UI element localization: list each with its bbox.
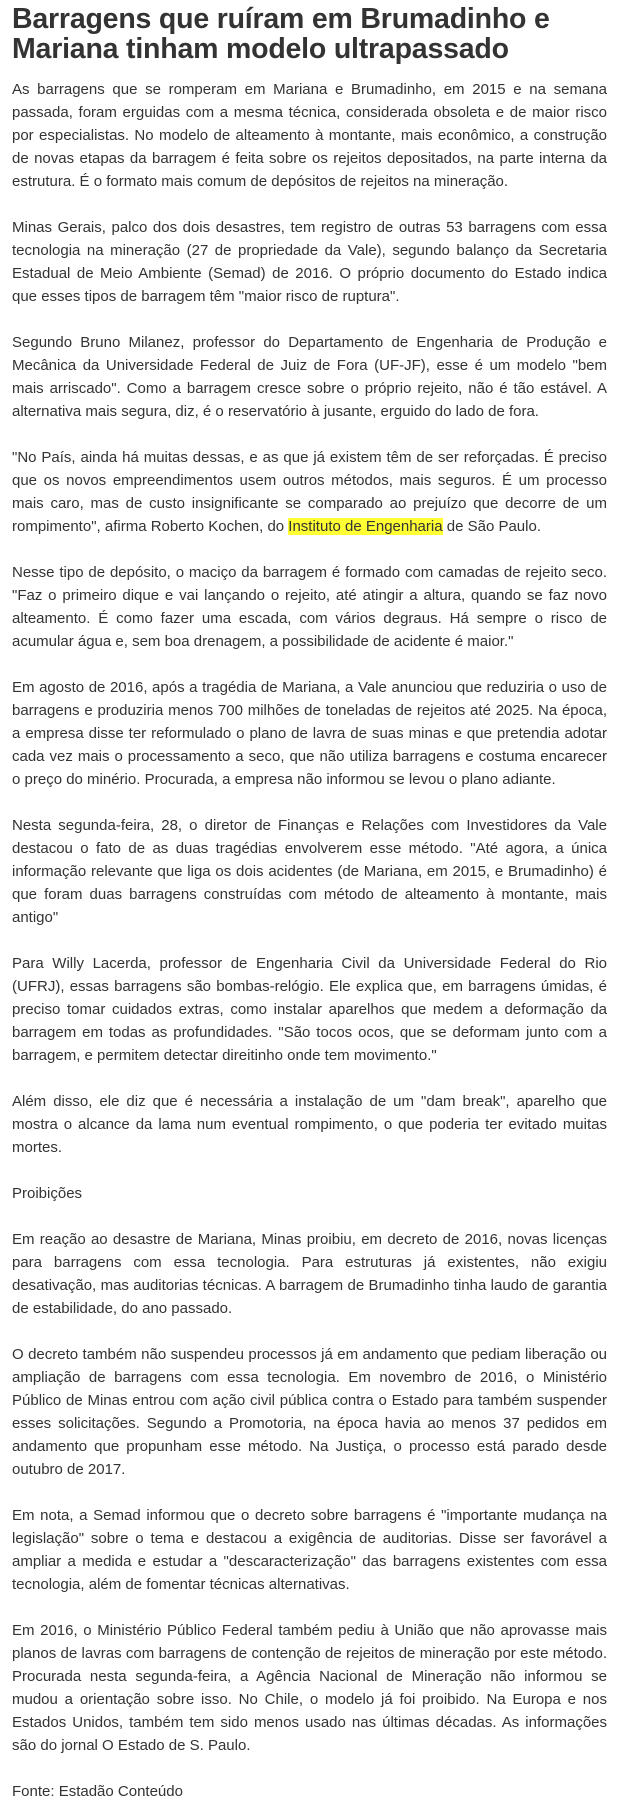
article-paragraph: Segundo Bruno Milanez, professor do Departamento de Engenharia de Produção e Mecânica da Universidade Federal de Juiz de Fora (UF-JF), esse é um modelo "bem mais arriscado". Como a barragem cresce sobre o próprio rejeito, não é tão estável. A alternativa mais segura, diz, é o reservatório à jusante, erguido do lado de fora. [12,334,607,420]
article-paragraph: As barragens que se romperam em Mariana e Brumadinho, em 2015 e na semana passada, foram erguidas com a mesma técnica, considerada obsoleta e de maior risco por especialistas. No modelo de alteamento à montante, mais econômico, a construção de novas etapas da barragem é feita sobre os rejeitos depositados, na parte interna da estrutura. É o formato mais comum de depósitos de rejeitos na mineração. [12,81,607,190]
article-paragraph: O decreto também não suspendeu processos já em andamento que pediam liberação ou ampliação de barragens com essa tecnologia. Em novembro de 2016, o Ministério Público de Minas entrou com ação civil pública contra o Estado para também suspender esses solicitações. Segundo a Promotoria, na época havia ao menos 37 pedidos em andamento que propunham esse método. Na Justiça, o processo está parado desde outubro de 2017. [12,1346,607,1478]
article-paragraph: Minas Gerais, palco dos dois desastres, tem registro de outras 53 barragens com essa tecnologia na mineração (27 de propriedade da Vale), segundo balanço da Secretaria Estadual de Meio Ambiente (Semad) de 2016. O próprio documento do Estado indica que esses tipos de barragem têm "maior risco de ruptura". [12,219,607,305]
article-paragraph: Em agosto de 2016, após a tragédia de Mariana, a Vale anunciou que reduziria o uso de barragens e produziria menos 700 milhões de toneladas de rejeitos até 2025. Na época, a empresa disse ter reformulado o plano de lavra de suas minas e que pretendia adotar cada vez mais o processamento a seco, que não utiliza barragens e costuma encarecer o preço do minério. Procurada, a empresa não informou se levou o plano adiante. [12,679,607,788]
highlighted-term: Instituto de Engenharia [288,518,443,535]
article-paragraph: Em reação ao desastre de Mariana, Minas proibiu, em decreto de 2016, novas licenças para barragens com essa tecnologia. Para estruturas já existentes, não exigiu desativação, mas auditorias técnicas. A barragem de Brumadinho tinha laudo de garantia de estabilidade, do ano passado. [12,1231,607,1317]
article-paragraph: Além disso, ele diz que é necessária a instalação de um "dam break", aparelho que mostra o alcance da lama num eventual rompimento, o que poderia ter evitado muitas mortes. [12,1093,607,1156]
article-paragraph: Nesse tipo de depósito, o maciço da barragem é formado com camadas de rejeito seco. "Faz o primeiro dique e vai lançando o rejeito, até atingir a altura, quando se faz novo alteamento. É como fazer uma escada, com vários degraus. Há sempre o risco de acumular água e, sem boa drenagem, a possibilidade de acidente é maior." [12,564,607,650]
quote-text-after: de São Paulo. [442,518,541,535]
article-source: Fonte: Estadão Conteúdo [12,1783,183,1800]
article-paragraph: Nesta segunda-feira, 28, o diretor de Finanças e Relações com Investidores da Vale destacou o fato de as duas tragédias envolverem esse método. "Até agora, a única informação relevante que liga os dois acidentes (de Mariana, em 2015, e Brumadinho) é que foram duas barragens construídas com método de alteamento à montante, mais antigo" [12,817,607,926]
article-paragraph: Em nota, a Semad informou que o decreto sobre barragens é "importante mudança na legislação" sobre o tema e destacou a exigência de auditorias. Disse ser favorável a ampliar a medida e estudar a "descaracterização" das barragens existentes com essa tecnologia, além de fomentar técnicas alternativas. [12,1507,607,1593]
section-subheading: Proibições [12,1185,83,1202]
article-paragraph: Em 2016, o Ministério Público Federal também pediu à União que não aprovasse mais planos de lavras com barragens de contenção de rejeitos de mineração por este método. Procurada nesta segunda-feira, a Agência Nacional de Mineração não informou se mudou a orientação sobre isso. No Chile, o modelo já foi proibido. Na Europa e nos Estados Unidos, também tem sido menos usado nas últimas décadas. As informações são do jornal O Estado de S. Paulo. [12,1622,607,1754]
article-title: Barragens que ruíram em Brumadinho e Mariana tinham modelo ultrapassado [12,3,550,65]
article-paragraph-quote [12,446,607,538]
article-paragraph: Para Willy Lacerda, professor de Engenharia Civil da Universidade Federal do Rio (UFRJ), essas barragens são bombas-relógio. Ele explica que, em barragens úmidas, é preciso tomar cuidados extras, como instalar aparelhos que medem a deformação da barragem em todas as profundidades. "São tocos ocos, que se deformam junto com a barragem, e permitem detectar direitinho onde tem movimento." [12,955,607,1064]
quote-text-before: "No País, ainda há muitas dessas, e as que já existem têm de ser reforçadas. É preciso que os novos empreendimentos usem outros métodos, mais seguros. É um processo mais caro, mas de custo insignificante se comparado ao prejuízo que decorre de um rompimento", afirma Roberto Kochen, do [12,449,607,535]
